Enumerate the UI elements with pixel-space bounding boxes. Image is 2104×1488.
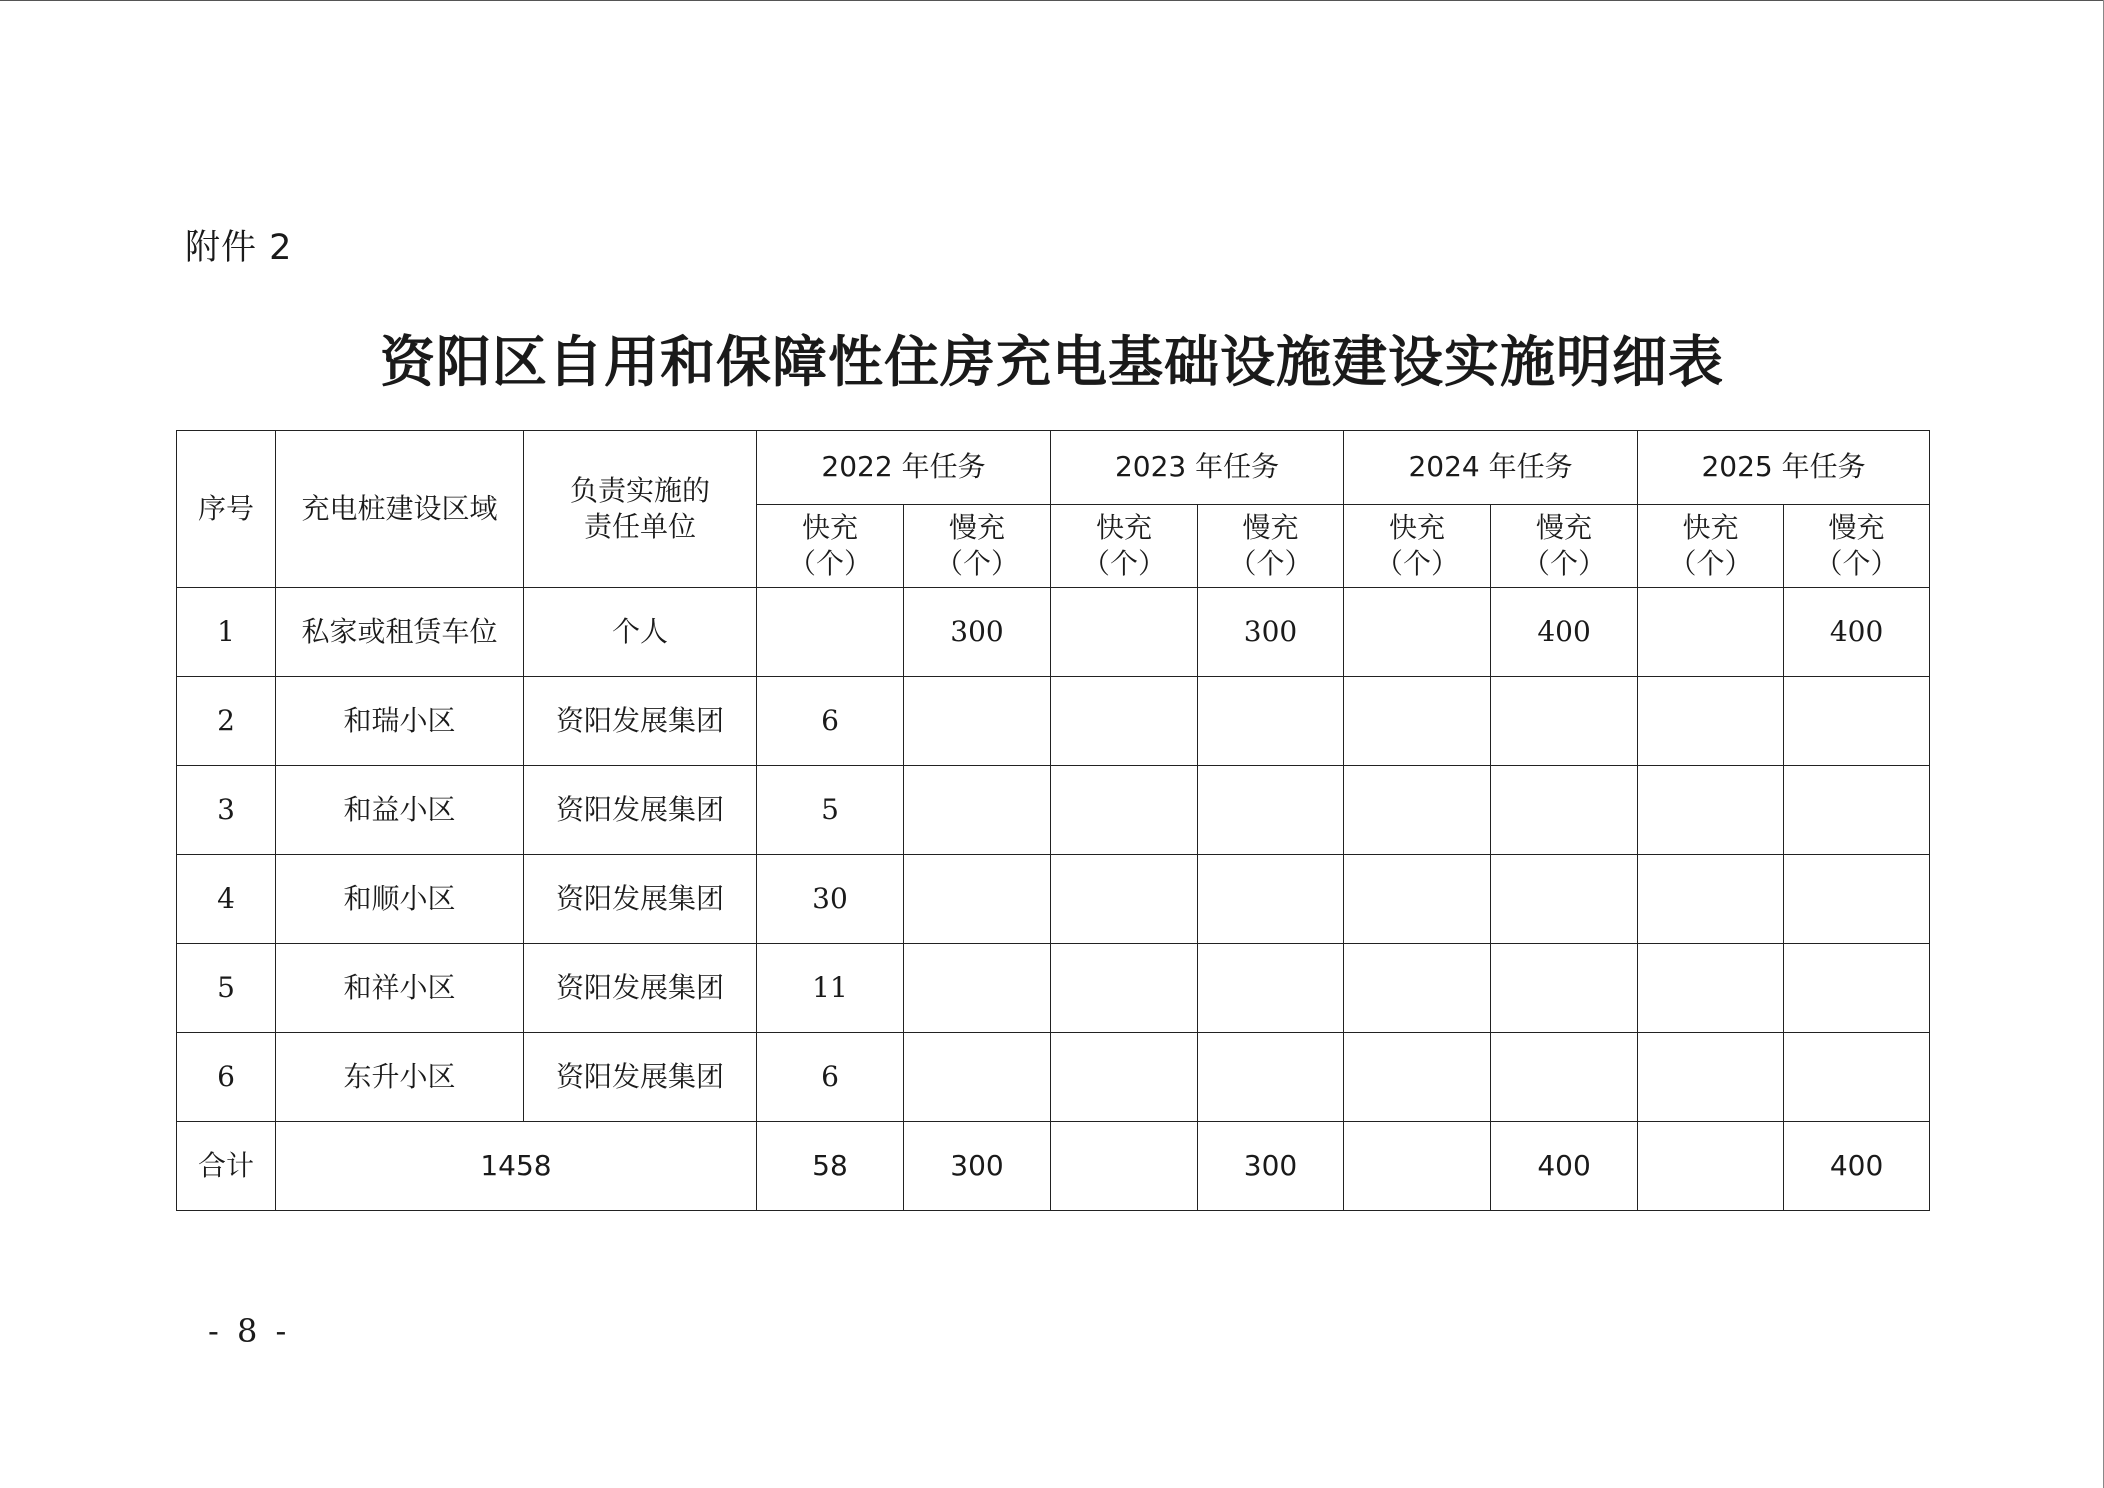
total-value: 58 <box>757 1122 904 1211</box>
row-value <box>1491 855 1638 944</box>
row-seq: 4 <box>177 855 276 944</box>
header-year-2025: 2025 年任务 <box>1638 431 1930 505</box>
row-value <box>757 588 904 677</box>
row-area: 和顺小区 <box>276 855 524 944</box>
header-fast-label: 快充 <box>1096 510 1153 544</box>
header-fast-2024 <box>1344 505 1491 588</box>
header-slow-2022 <box>904 505 1051 588</box>
page-number: - 8 - <box>208 1312 291 1350</box>
row-value <box>904 677 1051 766</box>
total-value <box>1051 1122 1198 1211</box>
row-unit: 资阳发展集团 <box>524 1033 757 1122</box>
header-slow-label: 慢充 <box>1536 510 1593 544</box>
row-value <box>904 766 1051 855</box>
row-value <box>1638 944 1784 1033</box>
header-unit-line1: 负责实施的 <box>569 473 710 507</box>
header-fast-label: 快充 <box>801 510 858 544</box>
attachment-label: 附件 2 <box>185 228 293 268</box>
row-seq: 2 <box>177 677 276 766</box>
table-row <box>177 1033 1930 1122</box>
row-value: 400 <box>1491 588 1638 677</box>
row-value <box>1638 855 1784 944</box>
row-value <box>1784 855 1930 944</box>
row-value <box>1198 855 1344 944</box>
table-row <box>177 677 1930 766</box>
header-fast-2023 <box>1051 505 1198 588</box>
total-sum: 1458 <box>276 1122 757 1211</box>
header-slow-label: 慢充 <box>1242 510 1299 544</box>
total-row <box>177 1122 1930 1211</box>
total-value: 300 <box>904 1122 1051 1211</box>
row-value <box>1344 944 1491 1033</box>
row-unit: 资阳发展集团 <box>524 944 757 1033</box>
row-value <box>904 855 1051 944</box>
row-value <box>1344 766 1491 855</box>
row-value <box>1344 855 1491 944</box>
row-value: 11 <box>757 944 904 1033</box>
row-value <box>1051 588 1198 677</box>
header-unit-suffix: （个） <box>1082 547 1167 580</box>
header-fast-label: 快充 <box>1682 510 1739 544</box>
row-value <box>1198 944 1344 1033</box>
header-fast-2022 <box>757 505 904 588</box>
header-slow-label: 慢充 <box>1828 510 1885 544</box>
table-row <box>177 766 1930 855</box>
row-value <box>1784 944 1930 1033</box>
total-value <box>1638 1122 1784 1211</box>
header-unit-line2: 责任单位 <box>583 510 696 543</box>
header-row-years <box>177 431 1930 505</box>
header-year-2023: 2023 年任务 <box>1051 431 1344 505</box>
row-value <box>1051 855 1198 944</box>
total-value: 400 <box>1491 1122 1638 1211</box>
row-value <box>1344 588 1491 677</box>
header-unit-suffix: （个） <box>1522 547 1607 580</box>
row-value <box>1491 944 1638 1033</box>
row-value: 5 <box>757 766 904 855</box>
header-slow-2024 <box>1491 505 1638 588</box>
header-fast-2025 <box>1638 505 1784 588</box>
row-seq: 6 <box>177 1033 276 1122</box>
row-value: 300 <box>904 588 1051 677</box>
header-slow-2023 <box>1198 505 1344 588</box>
row-seq: 1 <box>177 588 276 677</box>
row-value: 400 <box>1784 588 1930 677</box>
row-value <box>904 1033 1051 1122</box>
row-area: 和益小区 <box>276 766 524 855</box>
header-unit-suffix: （个） <box>1668 547 1753 580</box>
header-responsible-unit <box>524 431 757 588</box>
total-value: 300 <box>1198 1122 1344 1211</box>
row-unit: 资阳发展集团 <box>524 677 757 766</box>
row-value <box>1784 766 1930 855</box>
row-value <box>904 944 1051 1033</box>
row-value <box>1491 1033 1638 1122</box>
row-value <box>1784 1033 1930 1122</box>
row-value <box>1344 677 1491 766</box>
row-seq: 5 <box>177 944 276 1033</box>
row-value: 6 <box>757 1033 904 1122</box>
page-top-border <box>0 0 2104 1</box>
row-value <box>1344 1033 1491 1122</box>
header-year-2024: 2024 年任务 <box>1344 431 1638 505</box>
header-seq: 序号 <box>177 431 276 588</box>
row-value: 6 <box>757 677 904 766</box>
row-value: 300 <box>1198 588 1344 677</box>
header-fast-label: 快充 <box>1389 510 1446 544</box>
table-row <box>177 855 1930 944</box>
row-value <box>1638 677 1784 766</box>
row-value: 30 <box>757 855 904 944</box>
header-area: 充电桩建设区域 <box>276 431 524 588</box>
row-value <box>1784 677 1930 766</box>
header-unit-suffix: （个） <box>1228 547 1313 580</box>
row-unit: 资阳发展集团 <box>524 855 757 944</box>
header-unit-suffix: （个） <box>935 547 1020 580</box>
row-value <box>1198 1033 1344 1122</box>
row-value <box>1638 1033 1784 1122</box>
row-value <box>1491 766 1638 855</box>
row-unit: 个人 <box>524 588 757 677</box>
row-value <box>1638 766 1784 855</box>
header-unit-suffix: （个） <box>1375 547 1460 580</box>
row-area: 和瑞小区 <box>276 677 524 766</box>
row-unit: 资阳发展集团 <box>524 766 757 855</box>
document-title: 资阳区自用和保障性住房充电基础设施建设实施明细表 <box>379 329 1724 394</box>
header-slow-label: 慢充 <box>949 510 1006 544</box>
header-unit-suffix: （个） <box>1814 547 1899 580</box>
header-year-2022: 2022 年任务 <box>757 431 1051 505</box>
total-value: 400 <box>1784 1122 1930 1211</box>
row-value <box>1638 588 1784 677</box>
row-area: 私家或租赁车位 <box>276 588 524 677</box>
header-slow-2025 <box>1784 505 1930 588</box>
row-value <box>1051 766 1198 855</box>
table-row <box>177 588 1930 677</box>
row-value <box>1051 944 1198 1033</box>
row-value <box>1198 677 1344 766</box>
charging-plan-table <box>176 430 1930 1211</box>
row-value <box>1491 677 1638 766</box>
row-area: 和祥小区 <box>276 944 524 1033</box>
row-seq: 3 <box>177 766 276 855</box>
table-row <box>177 944 1930 1033</box>
row-value <box>1051 1033 1198 1122</box>
row-area: 东升小区 <box>276 1033 524 1122</box>
row-value <box>1198 766 1344 855</box>
header-unit-suffix: （个） <box>787 547 872 580</box>
row-value <box>1051 677 1198 766</box>
total-label: 合计 <box>177 1122 276 1211</box>
total-value <box>1344 1122 1491 1211</box>
